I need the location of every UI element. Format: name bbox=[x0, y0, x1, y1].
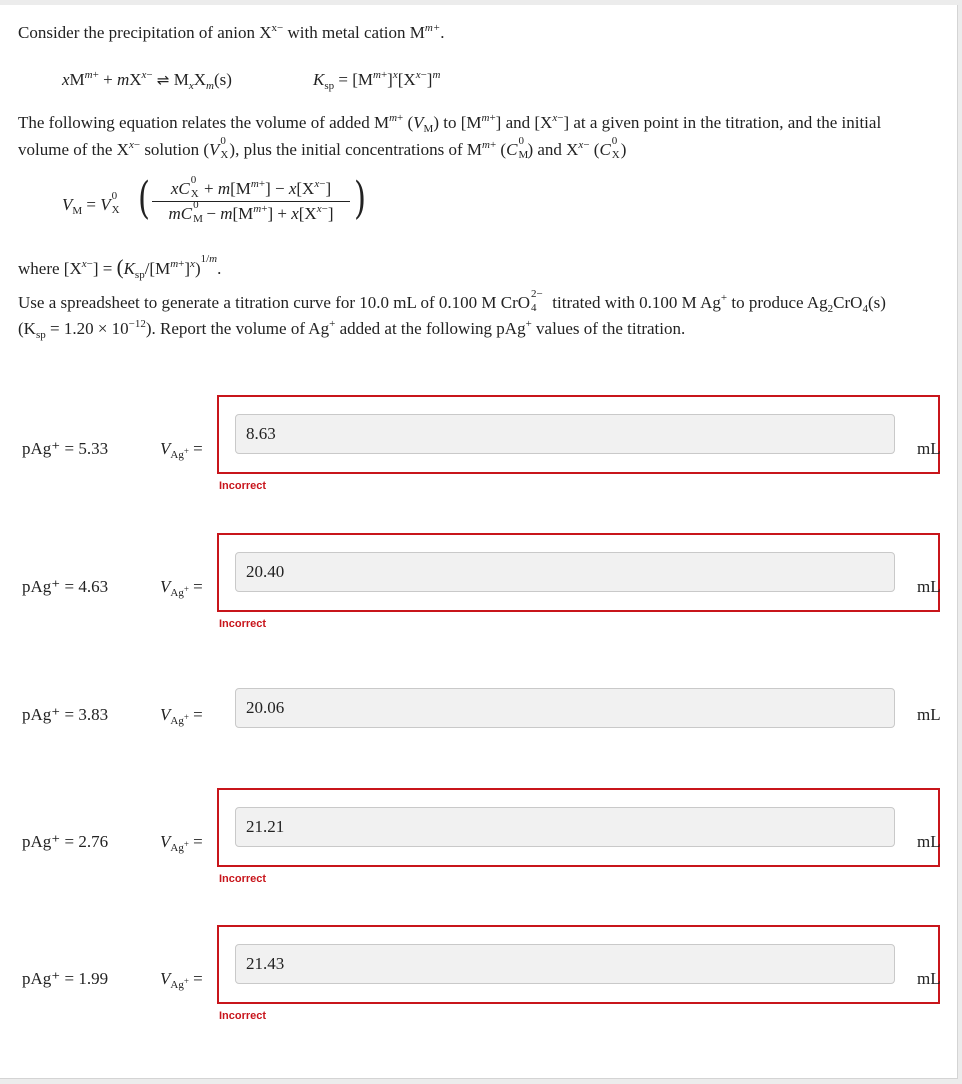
question-card bbox=[0, 5, 958, 1079]
relates-text-line1: The following equation relates the volume of added $M^{m+}$ $(V_M)$ to $[M^{m+}]$ and $[X^{x-}]$ at a given point in the titration, and the initial bbox=[18, 112, 882, 135]
left-paren: ( bbox=[138, 173, 151, 224]
v-ag-label-5: $V_{Ag^+}$ = bbox=[160, 969, 203, 991]
answer-input-1[interactable]: 8.63 bbox=[235, 414, 895, 454]
v-ag-label-1: $V_{Ag^+}$ = bbox=[160, 439, 203, 461]
task-text-line1: Use a spreadsheet to generate a titration curve for 10.0 mL of 0.100 M CrO 2− 4 titrated with 0.100 M Ag+ to produce $Ag_2CrO_4(s)$ bbox=[18, 288, 886, 315]
unit-label-3: mL bbox=[917, 705, 941, 724]
intro-text: Consider the precipitation of anion $X^{x-}$ with metal cation $M^{m+}$. bbox=[18, 22, 445, 42]
where-text: where $[X^{x-}] = (K_{sp}/[M^{m+}]^x)^{1/m}$. bbox=[18, 253, 222, 281]
relates-text-line2: volume of the $X^{x-}$ solution (V 0 X ), plus the initial concentrations of $M^{m+}$ (C 0 M ) and $X^{x-}$ (C 0 X ) bbox=[18, 135, 627, 161]
right-paren: ) bbox=[354, 173, 367, 224]
v-ag-label-2: $V_{Ag^+}$ = bbox=[160, 577, 203, 599]
v-ag-label-4: $V_{Ag^+}$ = bbox=[160, 832, 203, 854]
status-incorrect-4: Incorrect bbox=[219, 873, 267, 885]
v-ag-label-3: $V_{Ag^+}$ = bbox=[160, 705, 203, 727]
pag-label-1: pAg⁺ = 5.33 bbox=[22, 439, 109, 458]
pag-label-2: pAg⁺ = 4.63 bbox=[22, 577, 109, 596]
vm-fraction: xC 0 X + $m[M^{m+}] - x[X^{x-}]$ mC 0 M − $m[M^{m+}] + x[X^{x-}]$ bbox=[152, 179, 350, 229]
vm-equation-lhs: $V_M = V$ 0 X bbox=[62, 190, 120, 217]
pag-label-4: pAg⁺ = 2.76 bbox=[22, 832, 109, 851]
pag-label-3: pAg⁺ = 3.83 bbox=[22, 705, 109, 724]
answer-input-3[interactable]: 20.06 bbox=[235, 688, 895, 728]
answer-input-5[interactable]: 21.43 bbox=[235, 944, 895, 984]
status-incorrect-2: Incorrect bbox=[219, 618, 267, 630]
equilibrium-equation: $xM^{m+} + mX^{x-}$ ⇌ $M_xX_m(s)$ bbox=[62, 69, 232, 92]
pag-label-5: pAg⁺ = 1.99 bbox=[22, 969, 109, 988]
status-incorrect-5: Incorrect bbox=[219, 1010, 267, 1022]
ksp-expression: $K_{sp} = [M^{m+}]^x[X^{x-}]^m$ bbox=[313, 69, 441, 92]
task-text-line2: $(K_{sp} = 1.20 \times 10^{-12})$. Report the volume of Ag+ added at the following pAg+ values of the titration. bbox=[18, 318, 686, 341]
answer-input-2[interactable]: 20.40 bbox=[235, 552, 895, 592]
unit-label-4: mL bbox=[917, 832, 941, 851]
unit-label-2: mL bbox=[917, 577, 941, 596]
answer-input-4[interactable]: 21.21 bbox=[235, 807, 895, 847]
unit-label-5: mL bbox=[917, 969, 941, 988]
status-incorrect-1: Incorrect bbox=[219, 480, 267, 492]
unit-label-1: mL bbox=[917, 439, 941, 458]
